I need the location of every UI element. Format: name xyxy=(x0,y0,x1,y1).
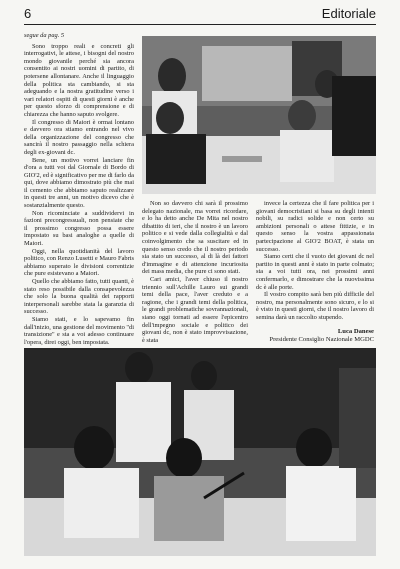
section-title: Editoriale xyxy=(321,6,376,21)
paragraph: Non so davvero chi sarà il prossimo delegato nazionale, ma vorrei ricordare, e lo ha detto anche De Mita nel nostro dibattito di ieri, che il nostro è un lavoro politico e si vede dalla collegialità e dal coinvolgimento che sa suscitare ed in questo senso credo che il nostro periodo sia stato un successo, al di là dei fattori d'immagine e di attenzione incuriosita dei mass media, che pure ci sono stati. xyxy=(142,200,248,276)
paragraph: Non ricominciate a suddividervi in fazioni precongressuali, non pensiate che il prossimo congresso possa essere impostato su basi analoghe a quelle di Maiori. xyxy=(24,209,134,248)
paragraph: Sono troppo reali e concreti gli interrogativi, le attese, i bisogni del nostro mondo giovanile perché sia ancora consentito ai nostri uomini di partito, di potersene allontanare. Anche il linguaggio della politica sta cambiando, si sta adeguando e la nostra gratitudine verso i vari relatori ospiti di questi giorni è anche per questo sforzo di comprensione e di chiarezza che hanno saputo svolgere. xyxy=(24,42,134,118)
paragraph: Siamo stati, e lo sapevamo fin dall'inizio, una gestione del movimento "di transizione" e sta a voi adesso continuare l'opera, direi oggi, ben impostata. xyxy=(24,315,134,346)
signature xyxy=(256,328,374,344)
paragraph: invece la certezza che il fare politica per i giovani democristiani si basa su degli intenti nobili, su radici solide e non certo su ambizioni personali o attese fittizie, e in questo senso la vostra appassionata partecipazione al GIO'2 BOAT, è stata un successo. xyxy=(256,200,374,253)
paragraph: Siamo certi che il vuoto dei giovani dc nel partito in questi anni è stato in parte colmato; sta a voi tutti ora, nei prossimi anni confermarlo, e dimostrare che la nuovissima dc è alle porte. xyxy=(256,253,374,291)
signature-title: Presidente Consiglio Nazionale MGDC xyxy=(269,335,374,343)
photo-delegates-table xyxy=(142,36,376,194)
photo-panel-speakers xyxy=(24,348,376,556)
paragraph: Il vostro compito sarà ben più difficile del nostro, ma personalmente sono sicuro, e lo si è visto in questi giorni, che il nostro lavoro di semina darà un raccolto stupendo. xyxy=(256,291,374,321)
signature-name: Luca Danese xyxy=(337,327,374,335)
page-number: 6 xyxy=(24,6,32,21)
paragraph: Il congresso di Maiori è ormai lontano e davvero ora stiamo entrando nel vivo della organizzazione del congresso che sancirà il nostro passaggio nella schiera degli ex-giovani dc. xyxy=(24,118,134,156)
paragraph: Oggi, nella quotidianità del lavoro politico, con Renzo Lusetti e Mauro Fabris abbiamo superato le divisioni correntizie che pure esistevano a Maiori. xyxy=(24,247,134,278)
page-header xyxy=(24,6,376,25)
article-column-3 xyxy=(256,200,374,344)
article-column-1 xyxy=(24,32,134,346)
paragraph: Quello che abbiamo fatto, tutti quanti, è stato reso possibile dalla consapevolezza che solo la buona qualità dei rapporti interpersonali sarebbe stata la garanzia di successo. xyxy=(24,278,134,316)
article-column-2 xyxy=(142,200,248,344)
paragraph: Bene, un motivo vorrei lanciare fin d'ora a tutti voi dal Giornale di Bordo di GIO'2, ed è significativo per me di farlo da qui, dove abbiamo dimostrato più che mai il cemento che abbiamo saputo realizzare in questi tre anni, un motivo dicevo che è sostanzialmente questo. xyxy=(24,156,134,210)
paragraph: Cari amici, l'aver chiuso il nostro triennio sull'Achille Lauro sui grandi temi della pace, l'aver creduto e a ragione, che i grandi temi della politica, le grandi problematiche sovrannazionali, siano oggi tornati ad essere l'epicentro dell'impegno sociale e politico dei giovani dc, non è stato improvvisazione, è stata xyxy=(142,275,248,344)
continuation-note: segue da pag. 5 xyxy=(24,32,65,39)
